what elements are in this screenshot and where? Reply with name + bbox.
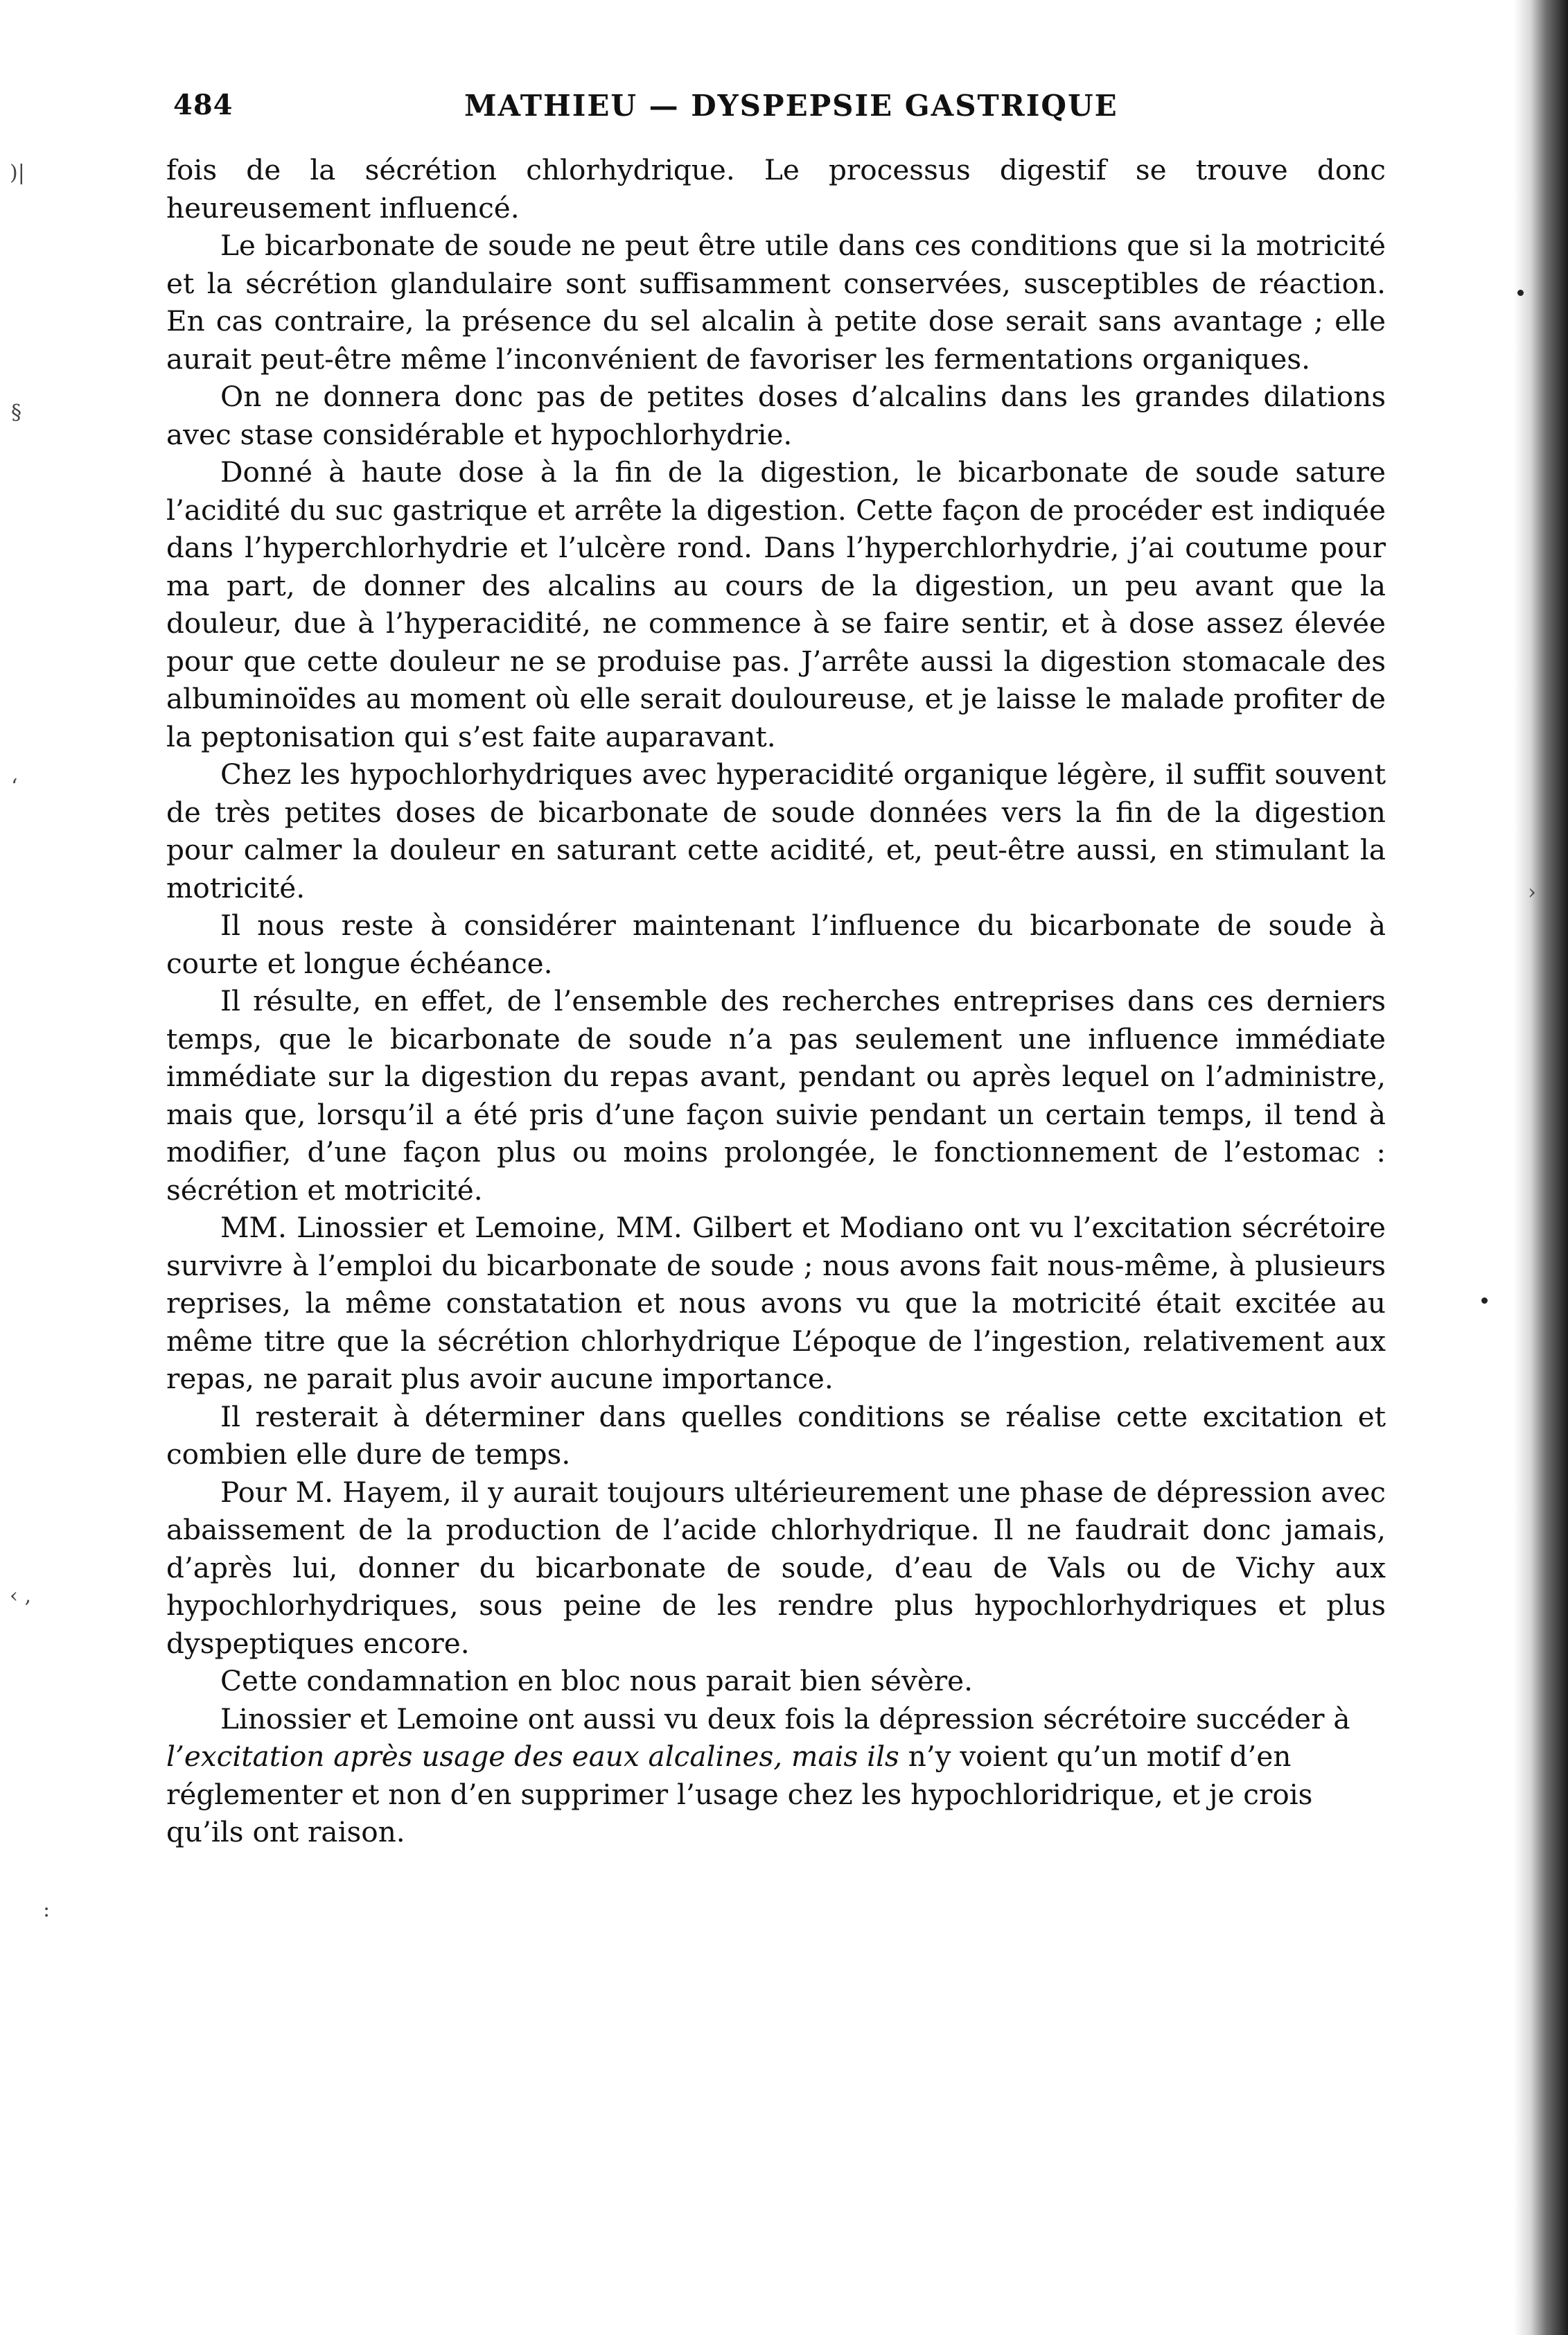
paragraph: MM. Linossier et Lemoine, MM. Gilbert et Modiano ont vu l’excitation sécrétoire survivre à l’emploi du bicarbonate de soude ; nous avons fait nous-même, à plusieurs reprises, la même constatation et nous avons vu que la motricité était excitée au même titre que la sécrétion chlorhydrique L’époque de l’ingestion, relativement aux repas, ne parait plus avoir aucune importance. <box>166 1211 1386 1395</box>
page-number: 484 <box>173 89 234 121</box>
speck <box>1517 290 1524 296</box>
running-head <box>173 89 1393 130</box>
paragraph-final <box>166 1700 1386 1851</box>
paragraph: fois de la sécrétion chlorhydrique. Le processus digestif se trouve donc heureusement influencé. <box>166 153 1386 225</box>
margin-mark: : <box>43 1898 51 1922</box>
margin-mark: › <box>1528 880 1536 904</box>
paragraph-final-text: Linossier et Lemoine ont aussi vu deux fois la dépression sécrétoire succéder à <box>220 1702 1350 1735</box>
paragraph: Chez les hypochlorhydriques avec hyperacidité organique légère, il suffit souvent de très petites doses de bicarbonate de soude données vers la fin de la digestion pour calmer la douleur en saturant cette acidité, et, peut-être aussi, en stimulant la motricité. <box>166 758 1386 904</box>
paragraph: Il résulte, en effet, de l’ensemble des recherches entreprises dans ces derniers temps, que le bicarbonate de soude n’a pas seulement une influence immédiate immédiate sur la digestion du repas avant, pendant ou après lequel on l’administre, mais que, lorsqu’il a été pris d’une façon suivie pendant un certain temps, il tend à modifier, d’une façon plus ou moins prolongée, le fonctionnement de l’estomac : sécrétion et motricité. <box>166 984 1386 1207</box>
speck <box>1481 1297 1488 1304</box>
paragraph: Il resterait à déterminer dans quelles conditions se réalise cette excitation et combien elle dure de temps. <box>166 1399 1386 1471</box>
paragraph: On ne donnera donc pas de petites doses d’alcalins dans les grandes dilations avec stase considérable et hypochlorhydrie. <box>166 380 1386 451</box>
paragraph: Il nous reste à considérer maintenant l’influence du bicarbonate de soude à courte et longue échéance. <box>166 909 1386 980</box>
margin-mark: )| <box>10 161 25 185</box>
body-text <box>166 151 1386 1851</box>
paragraph: Le bicarbonate de soude ne peut être utile dans ces conditions que si la motricité et la sécrétion glandulaire sont suffisamment conservées, susceptibles de réaction. En cas contraire, la présence du sel alcalin à petite dose serait sans avantage ; elle aurait peut-être même l’inconvénient de favoriser les fermentations organiques. <box>166 229 1386 376</box>
book-binding-edge <box>1514 0 1568 2335</box>
paragraph-final-text-end: n’y voient qu’un motif d’en réglementer et non d’en supprimer l’usage chez les hypochloridrique, et je crois qu’ils ont raison. <box>166 1740 1313 1848</box>
italic-phrase: l’excitation après usage des eaux alcalines, mais ils <box>166 1740 899 1773</box>
paragraph: Donné à haute dose à la fin de la digestion, le bicarbonate de soude sature l’acidité du suc gastrique et arrête la digestion. Cette façon de procéder est indiquée dans l’hyperchlorhydrie et l’ulcère rond. Dans l’hyperchlorhydrie, j’ai coutume pour ma part, de donner des alcalins au cours de la digestion, un peu avant que la douleur, due à l’hyperacidité, ne commence à se faire sentir, et à dose assez élevée pour que cette douleur ne se produise pas. J’arrête aussi la digestion stomacale des albuminoïdes au moment où elle serait douloureuse, et je laisse le malade profiter de la peptonisation qui s’est faite auparavant. <box>166 455 1386 753</box>
margin-mark: ‘ <box>11 775 18 799</box>
margin-mark: ‹ , <box>10 1584 32 1608</box>
paragraph: Cette condamnation en bloc nous parait bien sévère. <box>220 1664 974 1697</box>
margin-mark: § <box>11 401 21 425</box>
running-title: MATHIEU — DYSPEPSIE GASTRIQUE <box>464 89 1118 123</box>
paragraph: Pour M. Hayem, il y aurait toujours ultérieurement une phase de dépression avec abaissement de la production de l’acide chlorhydrique. Il ne faudrait donc jamais, d’après lui, donner du bicarbonate de soude, d’eau de Vals ou de Vichy aux hypochlorhydriques, sous peine de les rendre plus hypochlorhydriques et plus dyspeptiques encore. <box>166 1475 1386 1660</box>
